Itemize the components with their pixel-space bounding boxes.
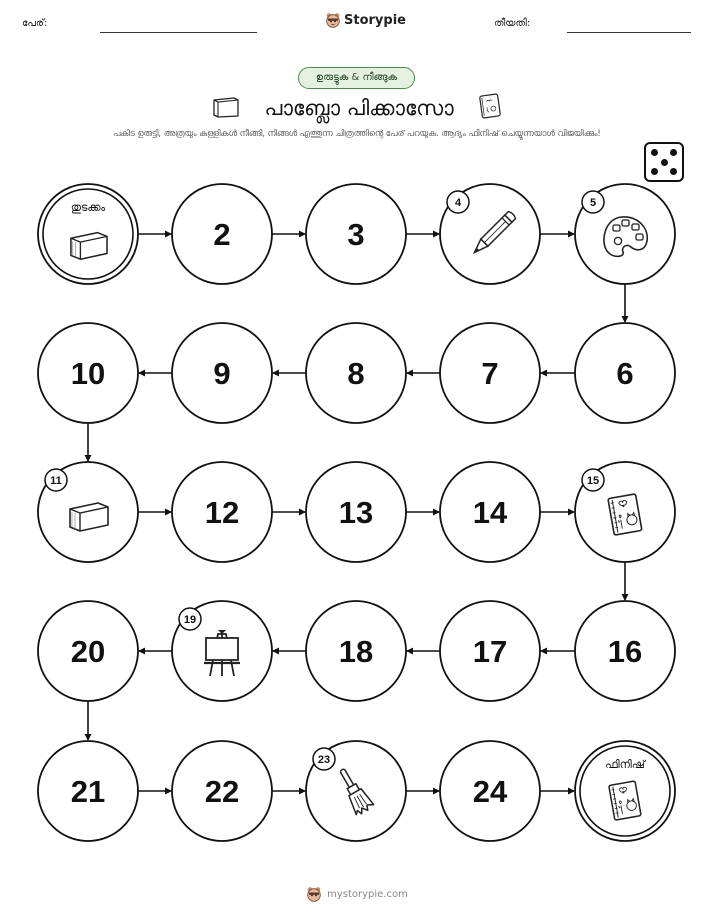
space-number: 21 [70, 774, 106, 809]
sketchbook-icon [609, 781, 641, 820]
board-space [440, 323, 540, 423]
space-number: 12 [204, 495, 240, 530]
space-number: 23 [317, 754, 331, 766]
book-icon [71, 233, 107, 260]
brand-name: Storypie [344, 12, 406, 28]
start-space [38, 184, 138, 284]
footer-site: mystorypie.com [327, 888, 408, 900]
board-space [306, 601, 406, 701]
footer [0, 886, 714, 902]
space-number: 5 [589, 197, 597, 209]
space-number: 6 [616, 356, 634, 391]
space-number: 24 [472, 774, 508, 809]
space-number: 10 [70, 356, 106, 391]
board-space [440, 741, 540, 841]
board-space [306, 462, 406, 562]
space-number: 19 [183, 614, 197, 626]
board-space [440, 462, 540, 562]
space-number: 8 [347, 356, 365, 391]
game-type-badge: ഉരുട്ടുക & നീങ്ങുക [298, 67, 415, 89]
board-space [172, 601, 272, 701]
board-space [306, 741, 406, 841]
space-number: 13 [338, 495, 374, 530]
board-space [306, 323, 406, 423]
title-text: പാബ്ലോ പിക്കാസോ [264, 96, 454, 120]
space-number: 16 [607, 634, 643, 669]
board-space [172, 462, 272, 562]
space-number: 2 [213, 217, 231, 252]
date-label: തീയതി: [494, 18, 531, 29]
space-number: 9 [213, 356, 231, 391]
space-number: 18 [338, 634, 374, 669]
space-number: 4 [454, 197, 462, 209]
board-space [38, 741, 138, 841]
board-space [440, 184, 540, 284]
space-number: 7 [481, 356, 499, 391]
instructions: പകിട ഉരുട്ടി, അത്രയും കള്ളികൾ നീങ്ങി, നിങ്ങൾ എത്തുന്ന ചിത്രത്തിന്റെ പേര് പറയുക. ആദ്യം ഫിനിഷ് ചെയ്യുന്നയാൾ വിജയിക്കും! [113, 128, 601, 138]
storypie-mascot-icon [306, 886, 322, 902]
board-space [575, 323, 675, 423]
board-space [575, 184, 675, 284]
book-icon [70, 503, 108, 531]
finish-space [575, 741, 675, 841]
board-space [306, 184, 406, 284]
board-space [38, 323, 138, 423]
board-space [172, 184, 272, 284]
space-number: 3 [347, 217, 365, 252]
sketchbook-icon [608, 494, 642, 535]
board-space [575, 601, 675, 701]
finish-label: ഫിനിഷ് [605, 758, 645, 771]
board-space [440, 601, 540, 701]
space-number: 11 [50, 475, 62, 487]
space-number: 17 [472, 634, 508, 669]
board-space [38, 462, 138, 562]
space-number: 22 [204, 774, 240, 809]
space-number: 20 [70, 634, 106, 669]
name-label: പേര്: [22, 18, 48, 29]
start-label: തുടക്കം [70, 201, 106, 214]
space-number: 14 [472, 495, 508, 530]
board-space [38, 601, 138, 701]
board-space [172, 323, 272, 423]
board-space [575, 462, 675, 562]
space-number: 15 [586, 475, 600, 487]
board-space [172, 741, 272, 841]
